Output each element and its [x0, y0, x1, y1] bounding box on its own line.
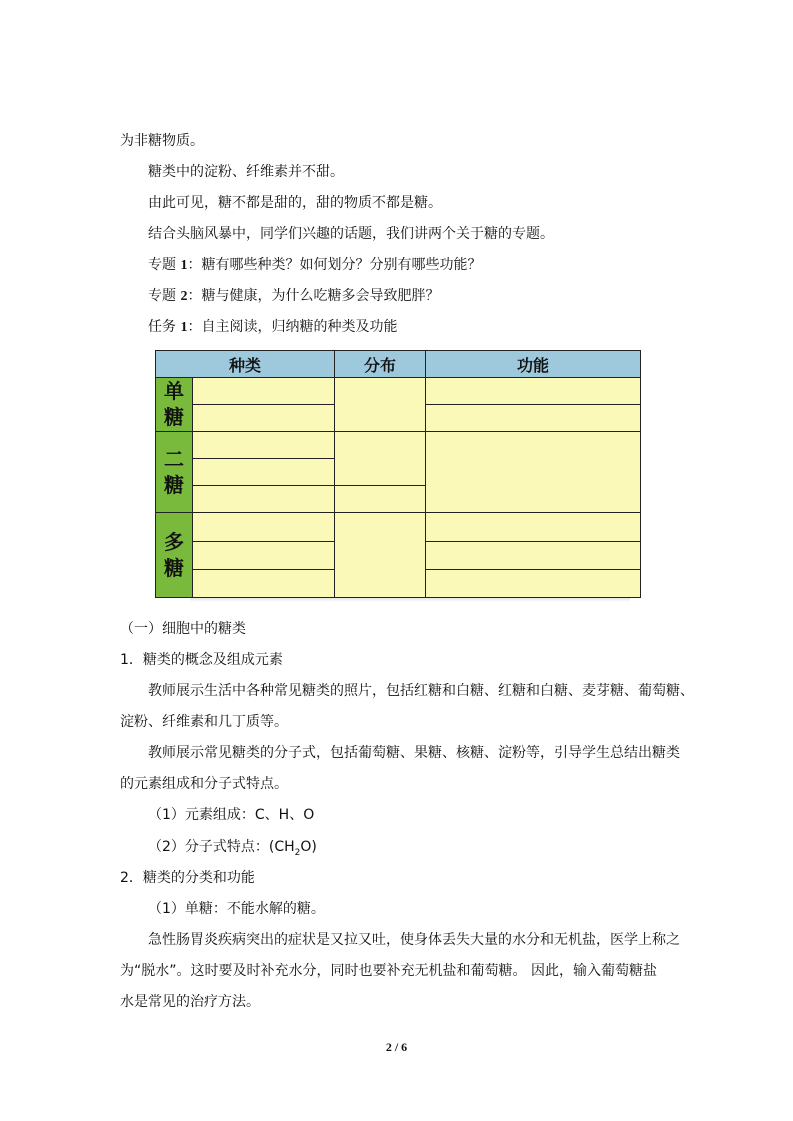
section-2-paragraph-c: 水是常见的治疗方法。	[120, 994, 260, 1010]
section-1-paragraph-1a: 教师展示生活中各种常见糖类的照片，包括红糖和白糖、红糖和白糖、麦芽糖、葡萄糖、	[148, 683, 694, 699]
table-cell	[426, 541, 641, 569]
page-number: 2 / 6	[385, 1040, 408, 1054]
task-1-text: ：自主阅读，归纳糖的种类及功能	[187, 319, 398, 335]
topic-1-prefix: 专题	[148, 257, 181, 273]
table-cell	[426, 378, 641, 405]
sugar-classification-table	[155, 350, 641, 598]
topic-2	[148, 286, 439, 307]
row-label-disaccharide	[156, 431, 193, 513]
section-1-paragraph-2b: 的元素组成和分子式特点。	[120, 776, 288, 792]
table-cell	[335, 486, 426, 513]
row-label-disaccharide-text: 二 糖	[164, 446, 184, 497]
table-cell	[426, 513, 641, 541]
table-cell	[193, 541, 335, 569]
section-1-paragraph-2a: 教师展示常见糖类的分子式，包括葡萄糖、果糖、核糖、淀粉等，引导学生总结出糖类	[148, 745, 680, 761]
table-cell	[335, 513, 426, 598]
paragraph-conclusion: 由此可见，糖不都是甜的，甜的物质不都是糖。	[148, 195, 442, 211]
section-1-item-1: （1）元素组成：C、H、O	[148, 807, 315, 823]
topic-2-number: 2	[180, 289, 188, 304]
section-2-title: 2．糖类的分类和功能	[120, 870, 255, 886]
header-distribution: 分布	[335, 351, 426, 378]
table-cell	[193, 458, 335, 485]
topic-1-number: 1	[180, 258, 188, 273]
table-cell	[193, 404, 335, 431]
table-cell	[335, 431, 426, 485]
formula-suffix: O)	[300, 839, 317, 855]
table-cell	[426, 569, 641, 597]
table-cell	[426, 404, 641, 431]
table-cell	[193, 378, 335, 405]
paragraph-starch: 糖类中的淀粉、纤维素并不甜。	[148, 164, 344, 180]
row-label-monosaccharide	[156, 378, 193, 431]
table-cell	[193, 431, 335, 458]
paragraph-continuation: 为非糖物质。	[120, 133, 204, 149]
table-cell	[193, 569, 335, 597]
table-shadow	[190, 598, 630, 602]
formula-prefix: （2）分子式特点：(CH	[148, 839, 295, 855]
task-1-prefix: 任务	[148, 319, 181, 335]
paragraph-topics-intro: 结合头脑风暴中，同学们兴趣的话题，我们讲两个关于糖的专题。	[148, 226, 554, 242]
section-2-item-1: （1）单糖：不能水解的糖。	[148, 901, 325, 917]
table-cell	[335, 378, 426, 431]
row-label-polysaccharide	[156, 513, 193, 598]
topic-2-prefix: 专题	[148, 288, 181, 304]
header-type: 种类	[156, 351, 335, 378]
topic-1	[148, 255, 481, 276]
topic-1-text: ：糖有哪些种类？如何划分？分别有哪些功能？	[187, 257, 482, 273]
section-1-item-2	[148, 837, 317, 863]
header-function: 功能	[426, 351, 641, 378]
row-label-polysaccharide-text: 多 糖	[164, 530, 184, 581]
section-heading: （一）细胞中的糖类	[120, 621, 246, 637]
task-1	[148, 317, 397, 338]
section-1-title: 1．糖类的概念及组成元素	[120, 652, 283, 668]
task-1-number: 1	[180, 320, 188, 335]
row-label-monosaccharide-text: 单 糖	[164, 379, 184, 430]
section-2-paragraph-a: 急性肠胃炎疾病突出的症状是又拉又吐，使身体丢失大量的水分和无机盐，医学上称之	[148, 932, 680, 948]
formula-subscript: 2	[294, 847, 301, 858]
table-cell	[193, 513, 335, 541]
table-cell	[193, 486, 335, 513]
table-cell	[426, 431, 641, 513]
section-1-paragraph-1b: 淀粉、纤维素和几丁质等。	[120, 714, 288, 730]
section-2-paragraph-b: 为“脱水”。这时要及时补充水分，同时也要补充无机盐和葡萄糖。 因此，输入葡萄糖盐	[120, 963, 657, 979]
topic-2-text: ：糖与健康，为什么吃糖多会导致肥胖？	[187, 288, 440, 304]
